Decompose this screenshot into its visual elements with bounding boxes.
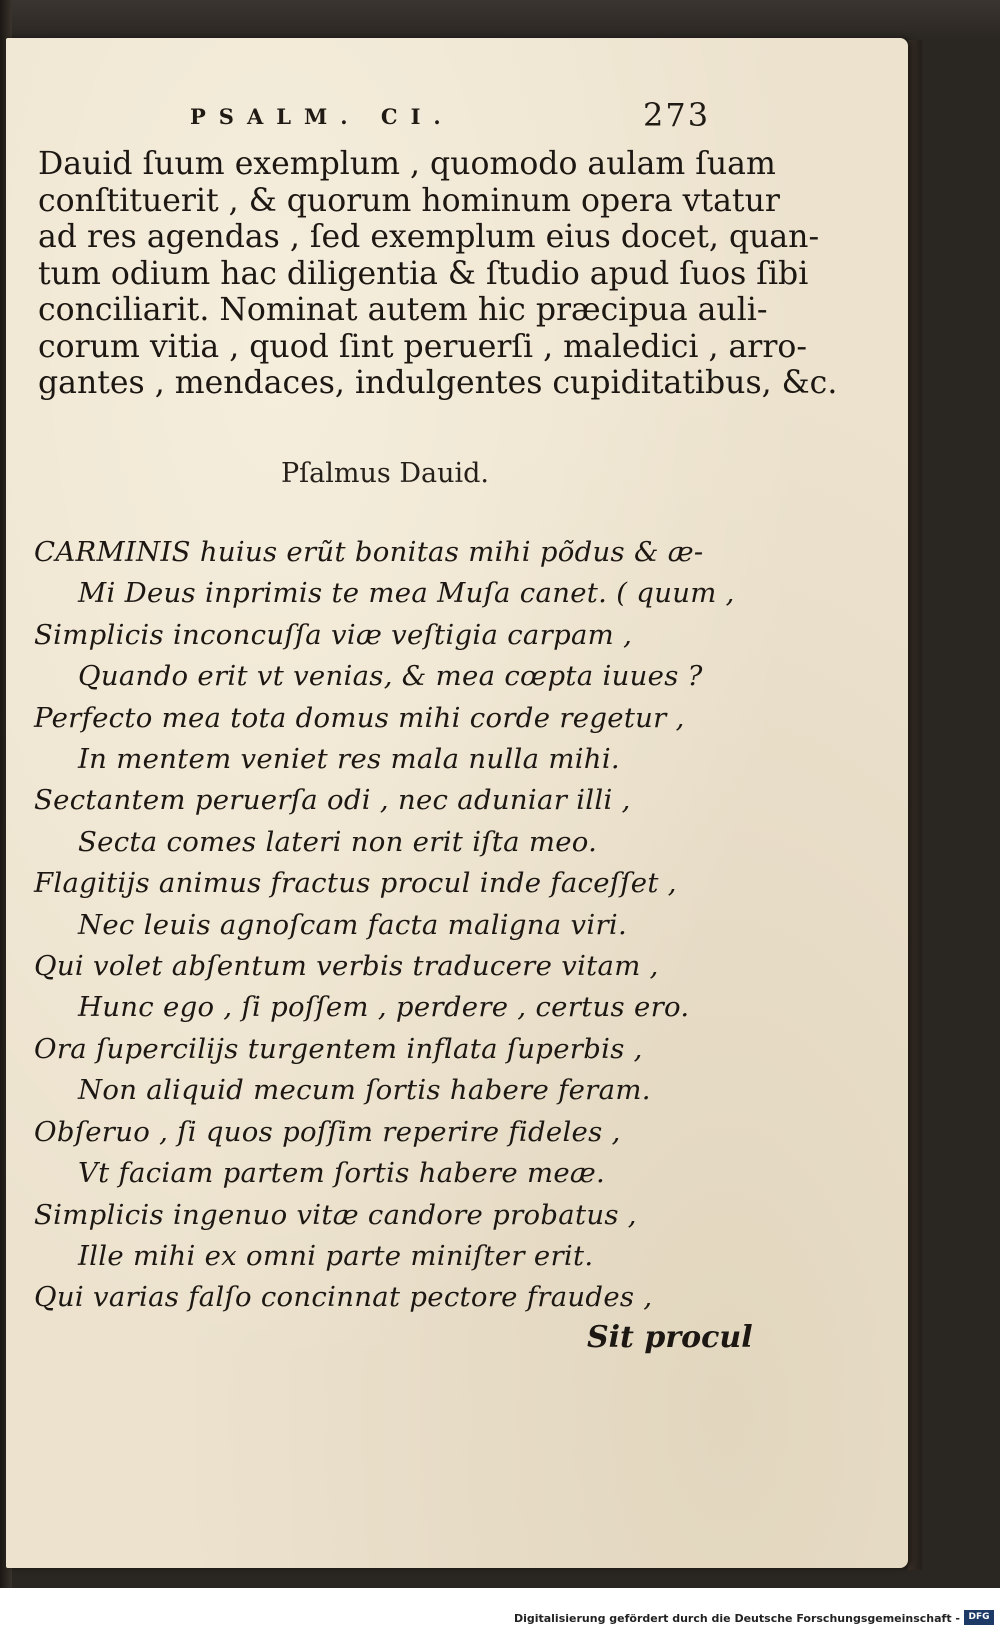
verse-line: Perfecto mea tota domus mihi corde regetur , — [34, 701, 685, 734]
running-head: PSALM. CI. — [190, 104, 454, 129]
dfg-logo-icon: DFG — [964, 1610, 994, 1625]
verse-line: Flagitijs animus fractus procul inde faceſſet , — [34, 867, 677, 900]
verse-line: Qui varias falſo concinnat pectore fraudes , — [34, 1281, 653, 1314]
prose-line: gantes , mendaces, indulgentes cupiditatibus, &c. — [38, 365, 838, 401]
prose-line: corum vitia , quod ſint peruerſi , maledici , arro- — [38, 328, 808, 365]
verse-line: Simplicis inconcuſſa viæ veſtigia carpam , — [34, 618, 633, 651]
verse-line: In mentem veniet res mala nulla mihi. — [78, 743, 620, 776]
prose-line: tum odium hac diligentia & ſtudio apud ſuos ſibi — [38, 255, 809, 292]
commentary-paragraph — [38, 146, 838, 402]
prose-line: conſtituerit , & quorum hominum opera vtatur — [38, 182, 780, 219]
digitization-footer — [0, 1588, 1000, 1629]
verse-line: Nec leuis agnoſcam facta maligna viri. — [78, 908, 628, 941]
verse-line: CARMINIS huius erũt bonitas mihi põdus & æ- — [34, 536, 704, 568]
page-header — [0, 96, 1000, 142]
verse-line: Ora ſupercilijs turgentem inflata ſuperbis , — [34, 1032, 643, 1065]
verse-line: Ille mihi ex omni parte miniſter erit. — [78, 1239, 594, 1272]
verse-line: Sectantem peruerſa odi , nec aduniar illi , — [34, 784, 631, 817]
scan-background-top — [0, 0, 1000, 40]
verse-line: Non aliquid mecum ſortis habere feram. — [78, 1074, 651, 1107]
verse-line: Qui volet abſentum verbis traducere vitam , — [34, 950, 659, 983]
page-number: 273 — [643, 96, 711, 134]
catchword: Sit procul — [587, 1320, 753, 1355]
verse-line: Quando erit vt venias, & mea cœpta iuues ? — [78, 660, 703, 693]
poem-verses — [34, 532, 754, 1319]
verse-line: Obſeruo , ſi quos poſſim reperire fideles , — [34, 1115, 621, 1148]
prose-line: ad res agendas , ſed exemplum eius docet, quan- — [38, 219, 820, 255]
page-fore-edge — [908, 40, 922, 1570]
prose-line: conciliarit. Nominat autem hic præcipua auli- — [38, 292, 768, 328]
verse-line: Simplicis ingenuo vitæ candore probatus , — [34, 1198, 637, 1231]
verse-line: Secta comes lateri non erit iſta meo. — [78, 825, 598, 858]
funding-credit: Digitalisierung gefördert durch die Deutsche Forschungsgemeinschaft - — [513, 1612, 960, 1625]
verse-line: Hunc ego , ſi poſſem , perdere , certus ero. — [78, 991, 690, 1024]
psalm-subtitle: Pſalmus Dauid. — [281, 458, 489, 489]
verse-line: Mi Deus inprimis te mea Muſa canet. ( quum , — [78, 577, 735, 610]
verse-line: Vt faciam partem ſortis habere meæ. — [78, 1157, 606, 1190]
prose-line: Dauid ſuum exemplum , quomodo aulam ſuam — [38, 146, 776, 182]
